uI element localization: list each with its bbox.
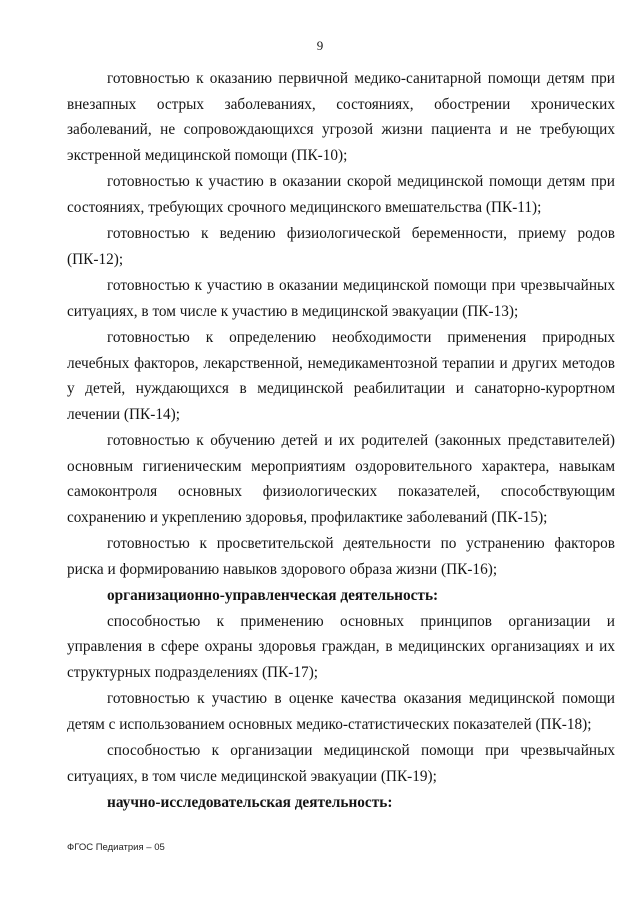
page-number: 9 <box>316 38 324 53</box>
paragraph-pk-12: готовностью к ведению физиологической беременности, приему родов (ПК-12); <box>67 225 615 268</box>
paragraph-pk-19: способностью к организации медицинской помощи при чрезвычайных ситуациях, в том числе медицинской эвакуации (ПК-19); <box>67 742 615 785</box>
paragraph-pk-16: готовностью к просветительской деятельности по устранению факторов риска и формированию навыков здорового образа жизни (ПК-16); <box>67 535 615 578</box>
paragraph-pk-14: готовностью к определению необходимости применения природных лечебных факторов, лекарственной, немедикаментозной терапии и других методов у детей, нуждающихся в медицинской реабилитации и санаторно-курортном лечении (ПК-14); <box>67 329 615 423</box>
section-heading-research: научно-исследовательская деятельность: <box>107 794 393 811</box>
document-body <box>67 66 615 816</box>
paragraph-pk-11: готовностью к участию в оказании скорой медицинской помощи детям при состояниях, требующих срочного медицинского вмешательства (ПК-11); <box>67 173 615 216</box>
paragraph-pk-13: готовностью к участию в оказании медицинской помощи при чрезвычайных ситуациях, в том числе к участию в медицинской эвакуации (ПК-13); <box>67 277 615 320</box>
paragraph-pk-18: готовностью к участию в оценке качества оказания медицинской помощи детям с использованием основных медико-статистических показателей (ПК-18); <box>67 690 615 733</box>
page-footer: ФГОС Педиатрия – 05 <box>67 842 165 853</box>
paragraph-pk-10: готовностью к оказанию первичной медико-санитарной помощи детям при внезапных острых заболеваниях, состояниях, обострении хронических заболеваний, не сопровождающихся угрозой жизни пациента и не требующих экстренной медицинской помощи (ПК-10); <box>67 70 615 164</box>
paragraph-pk-17: способностью к применению основных принципов организации и управления в сфере охраны здоровья граждан, в медицинских организациях и их структурных подразделениях (ПК-17); <box>67 612 615 681</box>
section-heading-organizational: организационно-управленческая деятельность: <box>107 587 439 604</box>
paragraph-pk-15: готовностью к обучению детей и их родителей (законных представителей) основным гигиеническим мероприятиям оздоровительного характера, навыкам самоконтроля основных физиологических показателей, способствующим сохранению и укреплению здоровья, профилактике заболеваний (ПК-15); <box>67 432 615 526</box>
